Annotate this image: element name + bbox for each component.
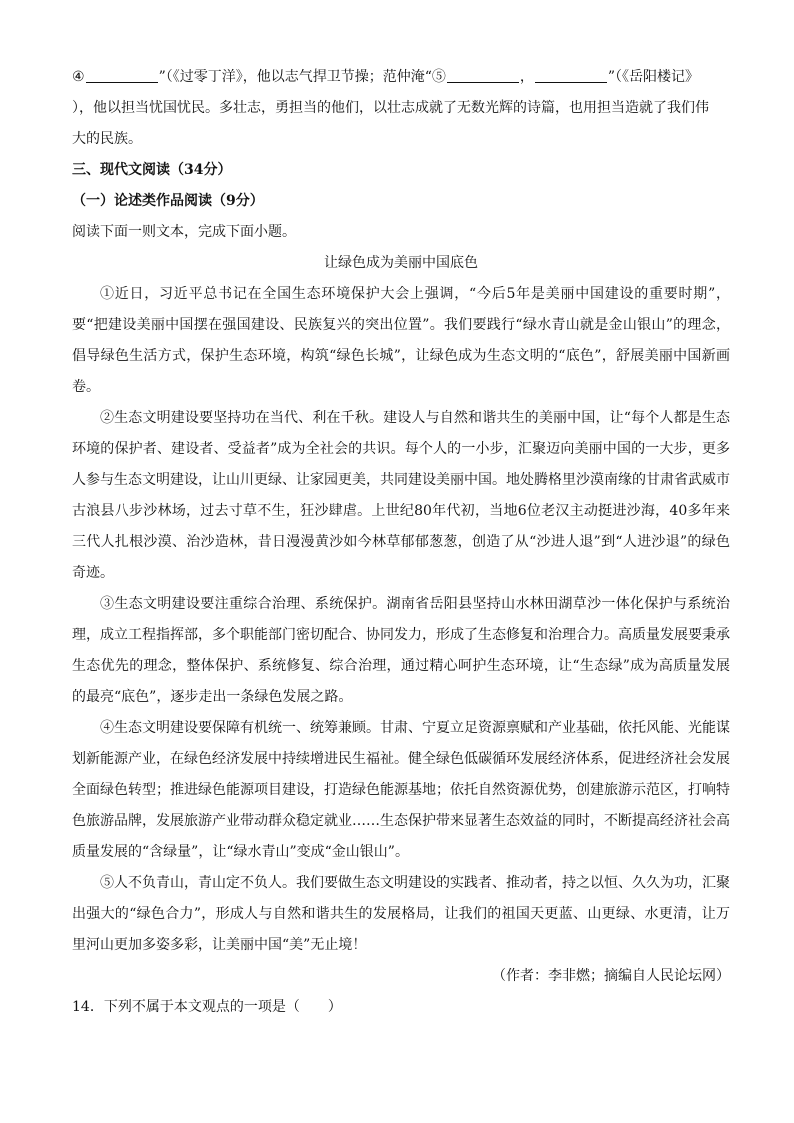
article-title: 让绿色成为美丽中国底色	[324, 255, 478, 271]
subsection-heading: （一）论述类作品阅读（9分）	[72, 193, 264, 209]
section-heading: 三、现代文阅读（34分）	[72, 162, 232, 178]
poem-fill-line-3: 大的民族。	[72, 131, 142, 147]
poem-fill-source: ”（《岳阳楼记》	[607, 69, 700, 85]
article-paragraph: ⑤人不负青山，青山定不负人。我们要做生态文明建设的实践者、推动者，持之以恒、久久为功，汇聚出强大的“绿色合力”，形成人与自然和谐共生的发展格局，让我们的祖国天更蓝、山更绿、水更清，让万里河山更加多姿多彩，让美丽中国“美”无止境！	[72, 875, 730, 953]
answer-blank-5b[interactable]	[535, 68, 607, 83]
document-page	[72, 62, 730, 1023]
article-paragraph: ③生态文明建设要注重综合治理、系统保护。湖南省岳阳县坚持山水林田湖草沙一体化保护与系统治理，成立工程指挥部，多个职能部门密切配合、协同发力，形成了生态修复和治理合力。高质量发展要秉承生态优先的理念，整体保护、系统修复、综合治理，通过精心呵护生态环境，让“生态绿”成为高质量发展的最亮“底色”，逐步走出一条绿色发展之路。	[72, 596, 730, 705]
article-paragraph: ④生态文明建设要保障有机统一、统筹兼顾。甘肃、宁夏立足资源禀赋和产业基础，依托风能、光能谋划新能源产业，在绿色经济发展中持续增进民生福祉。健全绿色低碳循环发展经济体系，促进经济社会发展全面绿色转型；推进绿色能源项目建设，打造绿色能源基地；依托自然资源优势，创建旅游示范区，打响特色旅游品牌，发展旅游产业带动群众稳定就业……生态保护带来显著生态效益的同时，不断提高经济社会高质量发展的“含绿量”，让“绿水青山”变成“金山银山”。	[72, 720, 730, 860]
reading-instruction: 阅读下面一则文本，完成下面小题。	[72, 224, 296, 240]
answer-blank-4[interactable]	[86, 68, 158, 83]
poem-fill-line-2: ），他以担当忧国忧民。多壮志，勇担当的他们，以壮志成就了无数光辉的诗篇，也用担当造就了我们伟	[72, 100, 709, 116]
article-attribution: （作者：李非燃；摘编自人民论坛网）	[492, 968, 730, 984]
poem-fill-comma: ，	[519, 69, 534, 85]
answer-blank-5a[interactable]	[447, 68, 519, 83]
article-paragraph: ①近日，习近平总书记在全国生态环境保护大会上强调，“今后5年是美丽中国建设的重要时期”，要“把建设美丽中国摆在强国建设、民族复兴的突出位置”。我们要践行“绿水青山就是金山银山”的理念，倡导绿色生活方式，保护生态环境，构筑“绿色长城”，让绿色成为生态文明的“底色”，舒展美丽中国新画卷。	[72, 286, 730, 395]
article-paragraph: ②生态文明建设要坚持功在当代、利在千秋。建设人与自然和谐共生的美丽中国，让“每个人都是生态环境的保护者、建设者、受益者”成为全社会的共识。每个人的一小步，汇聚迈向美丽中国的一大步，更多人参与生态文明建设，让山川更绿、让家园更美，共同建设美丽中国。地处腾格里沙漠南缘的甘肃省武威市古浪县八步沙林场，过去寸草不生，狂沙肆虐。上世纪80年代初，当地6位老汉主动挺进沙海，40多年来三代人扎根沙漠、治沙造林，昔日漫漫黄沙如今林草郁郁葱葱，创造了从“沙进人退”到“人进沙退”的绿色奇迹。	[72, 410, 730, 581]
question-14: 14．下列不属于本文观点的一项是（ ）	[72, 999, 342, 1015]
poem-fill-number: ④	[72, 69, 85, 85]
poem-fill-line-1	[72, 62, 730, 93]
poem-fill-text: ”（《过零丁洋》，他以志气捍卫节操；范仲淹“⑤	[158, 69, 446, 85]
